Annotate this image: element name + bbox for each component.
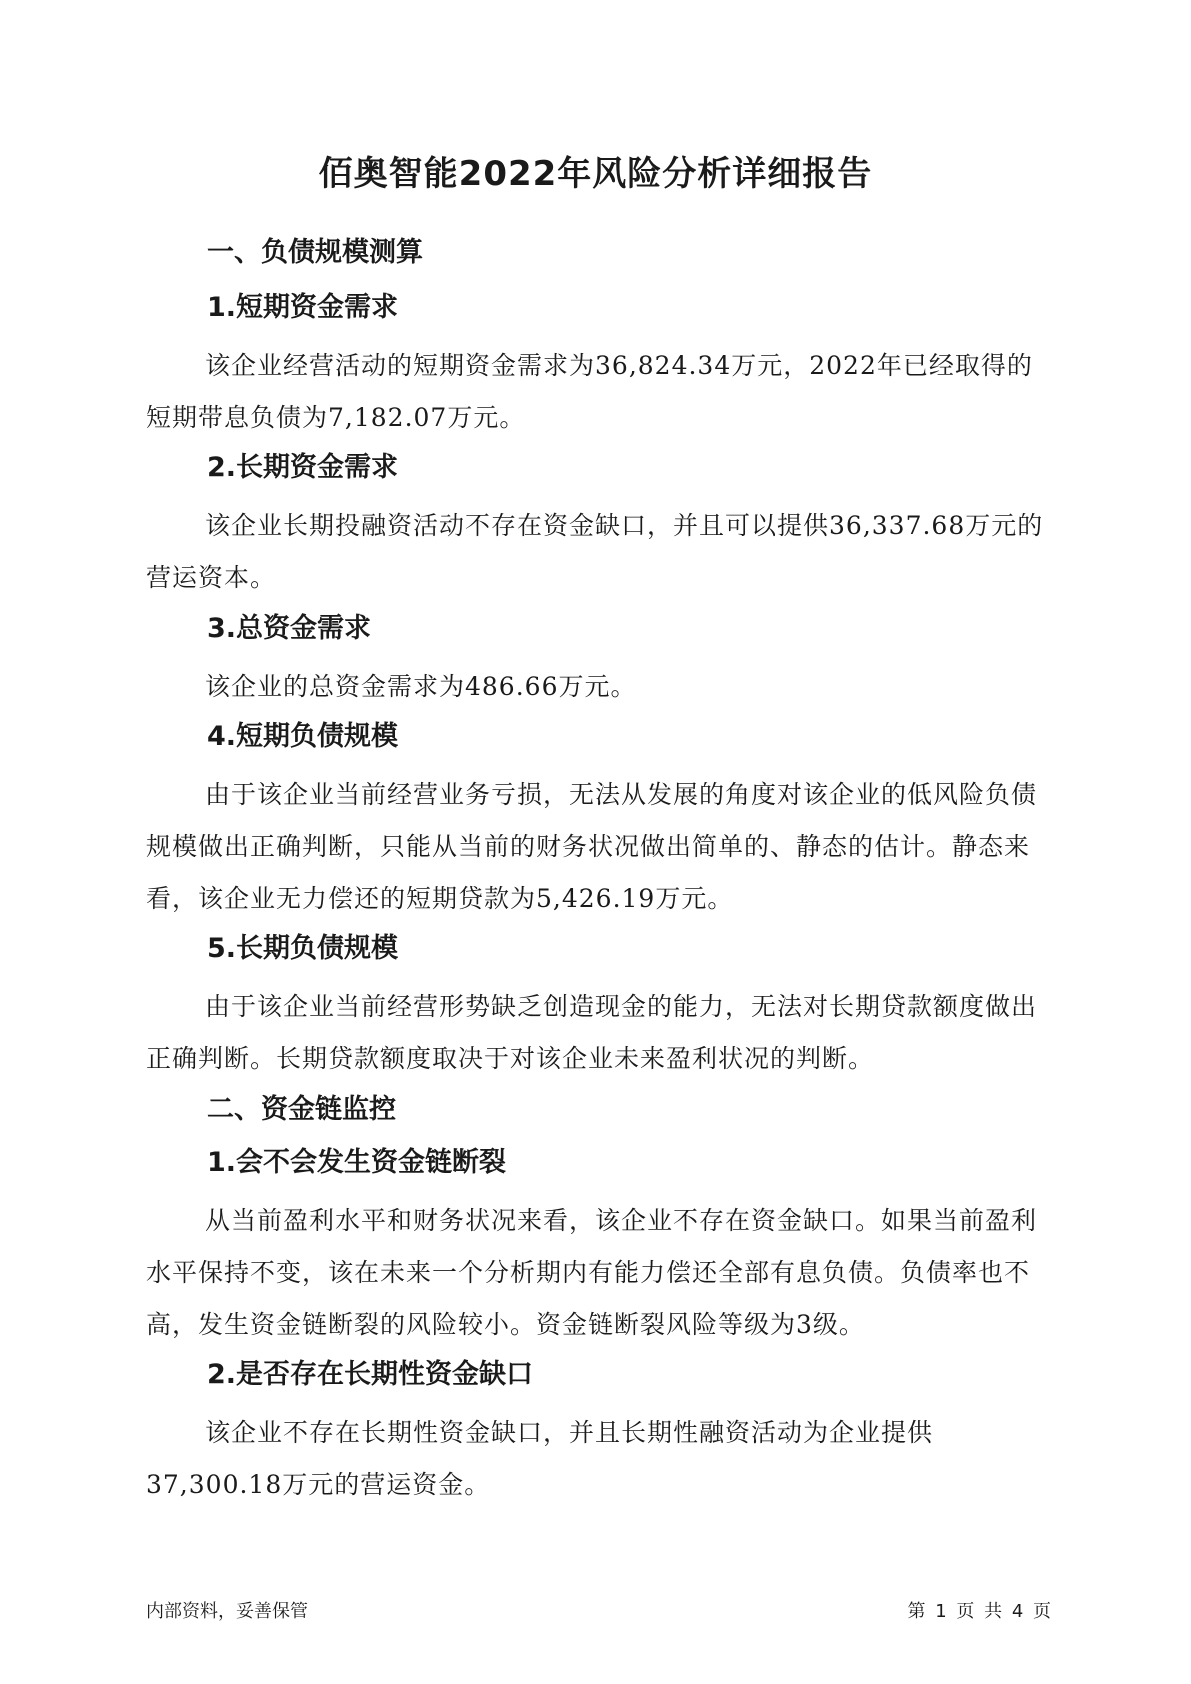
footer-page-number: 第 1 页 共 4 页 [907,1601,1053,1622]
subsection-heading-total-fund: 3.总资金需求 [207,613,372,644]
subsection-heading-short-term-fund: 1.短期资金需求 [207,292,399,323]
paragraph-short-term-fund: 该企业经营活动的短期资金需求为36,824.34万元，2022年已经取得的短期带息负债为7,182.07万元。 [146,351,1033,432]
section-heading-capital-chain: 二、资金链监控 [207,1094,396,1125]
paragraph-chain-break: 从当前盈利水平和财务状况来看，该企业不存在资金缺口。如果当前盈利水平保持不变，该在未来一个分析期内有能力偿还全部有息负债。负债率也不高，发生资金链断裂的风险较小。资金链断裂风险等级为3级。 [146,1206,1038,1339]
section-heading-debt-scale: 一、负债规模测算 [207,237,423,268]
paragraph-total-fund: 该企业的总资金需求为486.66万元。 [205,672,637,701]
report-title: 佰奥智能2022年风险分析详细报告 [318,154,873,194]
paragraph-long-term-debt: 由于该企业当前经营形势缺乏创造现金的能力，无法对长期贷款额度做出正确判断。长期贷款额度取决于对该企业未来盈利状况的判断。 [146,992,1038,1073]
subsection-heading-long-term-gap: 2.是否存在长期性资金缺口 [207,1359,534,1390]
subsection-heading-long-term-fund: 2.长期资金需求 [207,452,399,483]
subsection-heading-short-term-debt: 4.短期负债规模 [207,721,399,752]
paragraph-long-term-fund: 该企业长期投融资活动不存在资金缺口，并且可以提供36,337.68万元的营运资本。 [146,511,1044,592]
subsection-heading-chain-break: 1.会不会发生资金链断裂 [207,1147,507,1178]
paragraph-short-term-debt: 由于该企业当前经营业务亏损，无法从发展的角度对该企业的低风险负债规模做出正确判断，只能从当前的财务状况做出简单的、静态的估计。静态来看，该企业无力偿还的短期贷款为5,426.19万元。 [146,780,1038,913]
footer-confidential-note: 内部资料，妥善保管 [146,1601,308,1622]
subsection-heading-long-term-debt: 5.长期负债规模 [207,933,399,964]
paragraph-long-term-gap: 该企业不存在长期性资金缺口，并且长期性融资活动为企业提供37,300.18万元的营运资金。 [146,1418,934,1499]
